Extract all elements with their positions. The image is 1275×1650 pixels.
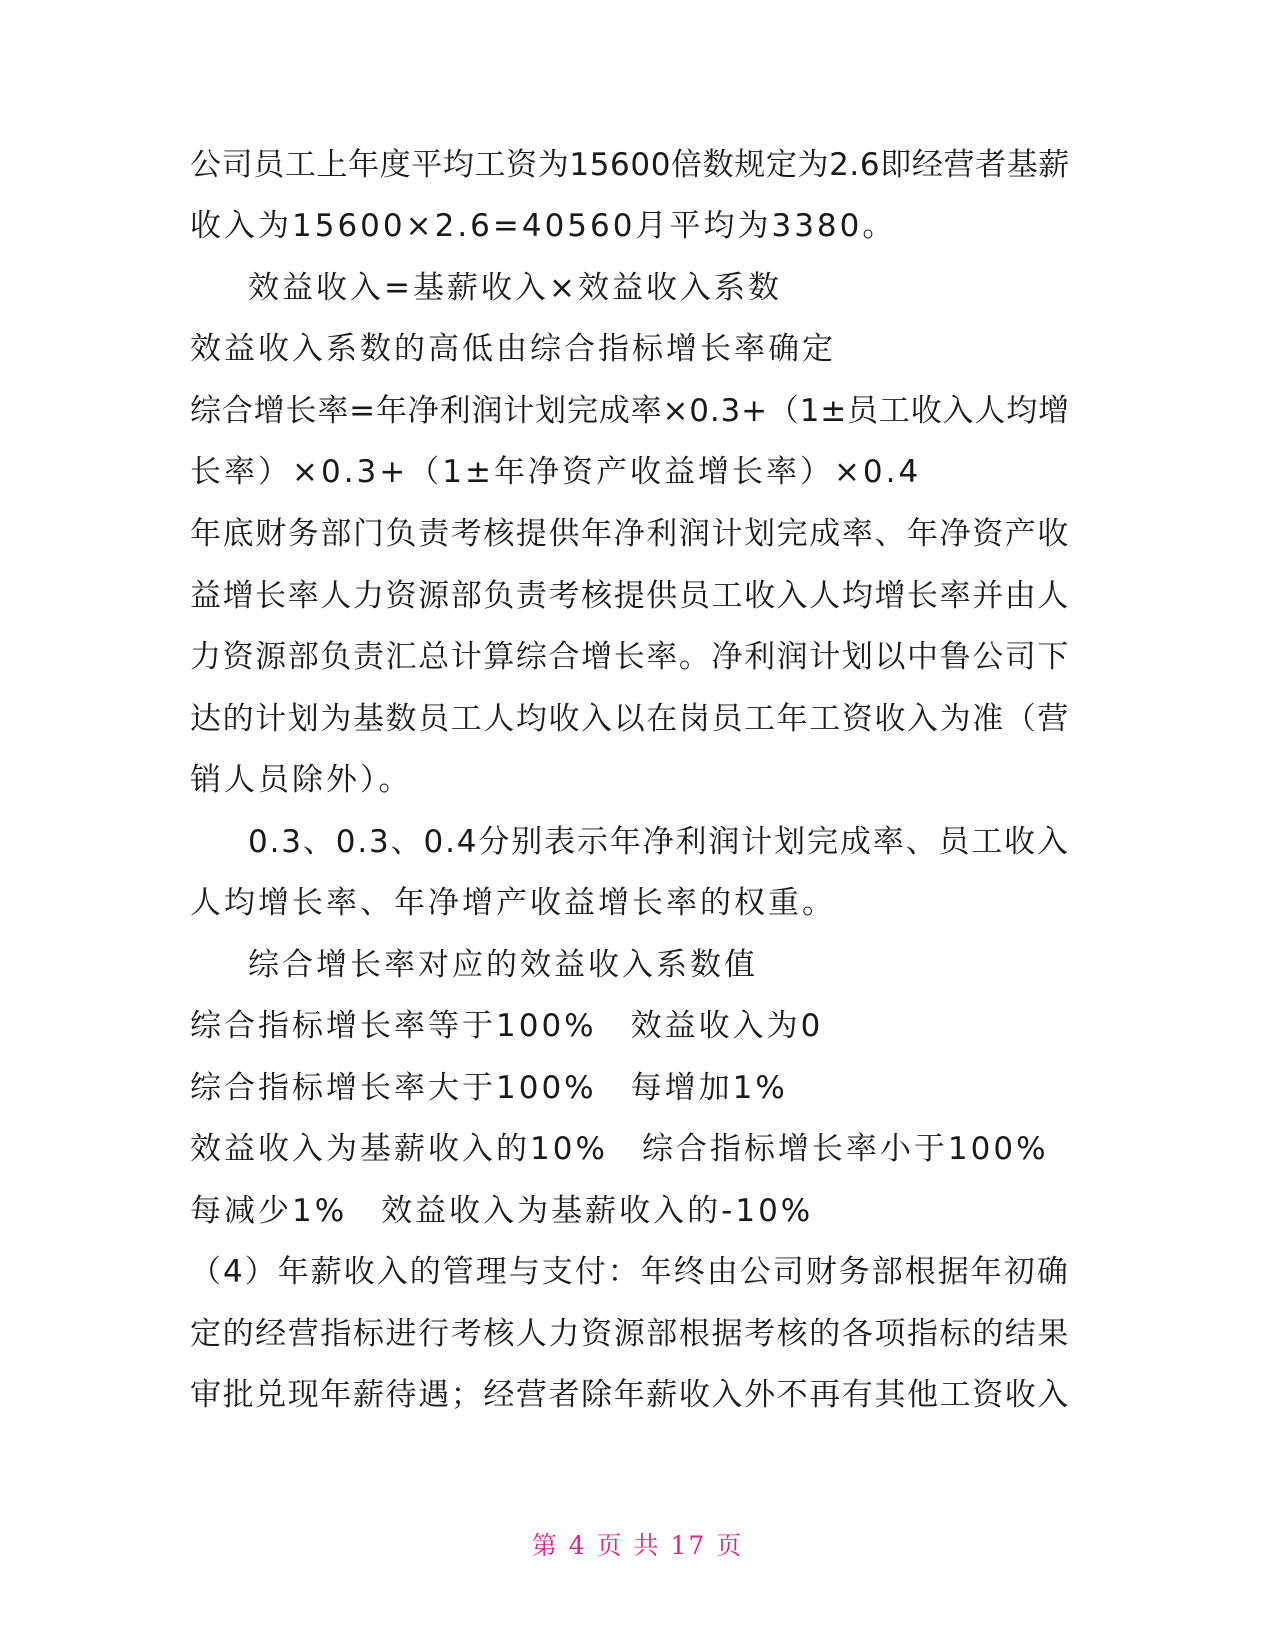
text-line: 达的计划为基数员工人均收入以在岗员工年工资收入为准（营 [190, 701, 1070, 737]
page-number-footer: 第 4 页 共 17 页 [531, 1531, 744, 1560]
text-line: 力资源部负责汇总计算综合增长率。净利润计划以中鲁公司下 [190, 639, 1070, 675]
text-line: 长率）×0.3+（1±年净资产收益增长率）×0.4 [190, 454, 922, 490]
text-line: 每减少1% 效益收入为基薪收入的-10% [190, 1193, 814, 1229]
text-line: 综合增长率=年净利润计划完成率×0.3+（1±员工收入人均增 [190, 393, 1070, 429]
text-line: 综合增长率对应的效益收入系数值 [248, 947, 758, 983]
text-line: 人均增长率、年净增产收益增长率的权重。 [190, 885, 836, 921]
text-line: 益增长率人力资源部负责考核提供员工收入人均增长率并由人 [190, 578, 1070, 614]
text-line: 效益收入为基薪收入的10% 综合指标增长率小于100% [190, 1131, 1049, 1167]
text-line: 综合指标增长率大于100% 每增加1% [190, 1070, 788, 1106]
text-line: 定的经营指标进行考核人力资源部根据考核的各项指标的结果 [190, 1316, 1070, 1352]
text-line: 综合指标增长率等于100% 效益收入为0 [190, 1008, 824, 1044]
text-line: 审批兑现年薪待遇；经营者除年薪收入外不再有其他工资收入 [190, 1377, 1070, 1413]
text-line: 0.3、0.3、0.4分别表示年净利润计划完成率、员工收入 [248, 824, 1070, 860]
text-line: 效益收入=基薪收入×效益收入系数 [248, 270, 782, 306]
text-line: 收入为15600×2.6=40560月平均为3380。 [190, 208, 897, 244]
text-line: （4）年薪收入的管理与支付：年终由公司财务部根据年初确 [190, 1254, 1070, 1290]
text-line: 效益收入系数的高低由综合指标增长率确定 [190, 331, 836, 367]
text-line: 年底财务部门负责考核提供年净利润计划完成率、年净资产收 [190, 516, 1070, 552]
text-line: 公司员工上年度平均工资为15600倍数规定为2.6即经营者基薪 [190, 147, 1070, 183]
text-line: 销人员除外）。 [190, 762, 413, 798]
